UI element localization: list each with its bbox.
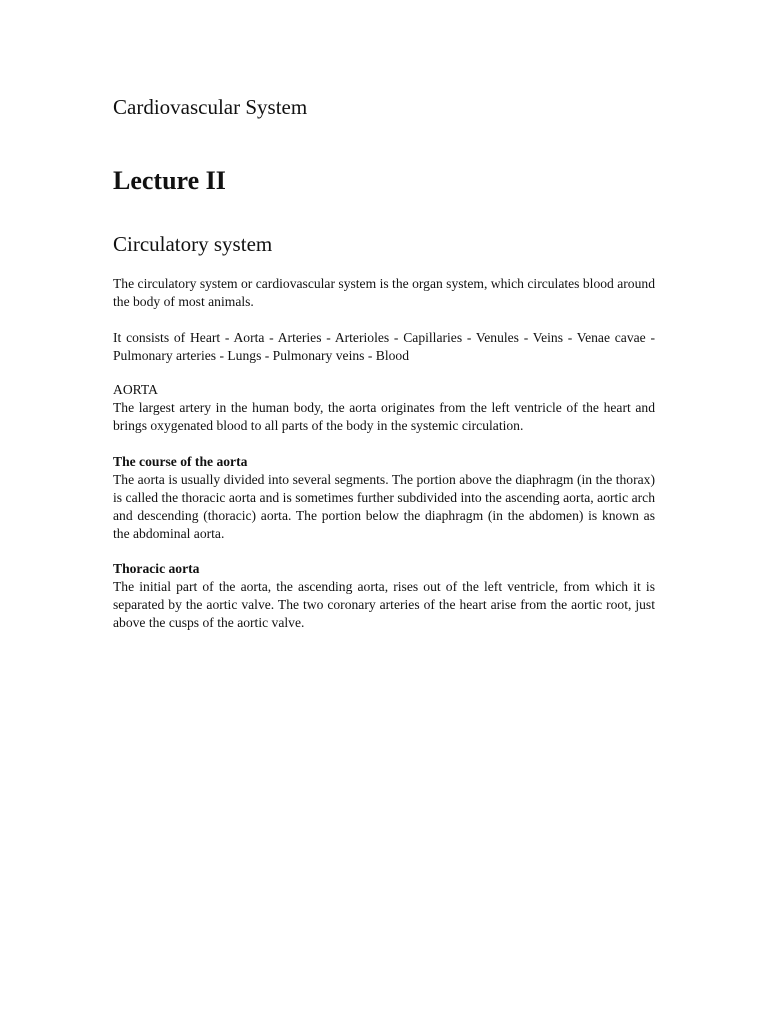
course-of-aorta-heading: The course of the aorta	[113, 454, 248, 469]
document-page	[113, 92, 655, 630]
thoracic-aorta-paragraph: The initial part of the aorta, the ascending aorta, rises out of the left ventricle, from which it is separated by the aortic valve. The two coronary arteries of the heart arise from the aortic root, just above the cusps of the aortic valve.	[113, 579, 655, 630]
lecture-title: Lecture II	[113, 166, 226, 195]
thoracic-aorta-heading: Thoracic aorta	[113, 561, 200, 576]
aorta-heading: AORTA	[113, 382, 158, 397]
course-title: Cardiovascular System	[113, 95, 308, 119]
section-title: Circulatory system	[113, 232, 273, 256]
consists-paragraph: It consists of Heart - Aorta - Arteries - Arterioles - Capillaries - Venules - Veins - Venae cavae - Pulmonary arteries - Lungs - Pulmonary veins - Blood	[113, 330, 655, 363]
intro-paragraph: The circulatory system or cardiovascular system is the organ system, which circulates blood around the body of most animals.	[113, 276, 655, 309]
course-of-aorta-paragraph: The aorta is usually divided into several segments. The portion above the diaphragm (in the thorax) is called the thoracic aorta and is sometimes further subdivided into the ascending aorta, aortic arch and descending (thoracic) aorta. The portion below the diaphragm (in the abdomen) is known as the abdominal aorta.	[113, 472, 655, 541]
aorta-paragraph: The largest artery in the human body, the aorta originates from the left ventricle of the heart and brings oxygenated blood to all parts of the body in the systemic circulation.	[113, 400, 655, 433]
